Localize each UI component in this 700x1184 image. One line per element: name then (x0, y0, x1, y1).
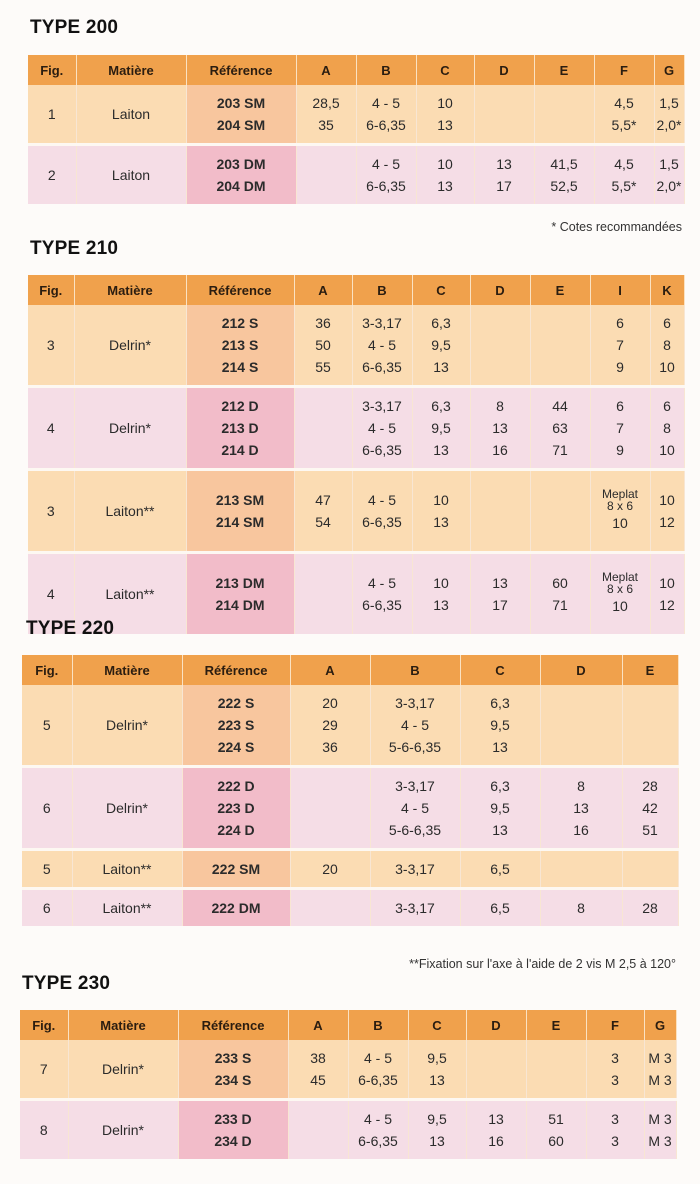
cell-c: 10 13 (412, 553, 470, 635)
table-row (28, 85, 684, 145)
cell-a: 28,5 35 (296, 85, 356, 145)
cell-fig: 5 (22, 850, 72, 889)
cell-d (540, 685, 622, 767)
cell-i: 6 7 9 (590, 387, 650, 470)
table-row (28, 553, 684, 635)
cell-reference: 203 DM 204 DM (186, 145, 296, 205)
column-header-e: E (526, 1010, 586, 1040)
cell-fig: 3 (28, 305, 74, 387)
cell-f: 3 3 (586, 1040, 644, 1100)
table-row (22, 767, 678, 850)
cell-d (470, 305, 530, 387)
column-header-c: C (460, 655, 540, 685)
cell-material: Delrin* (68, 1040, 178, 1100)
cell-fig: 7 (20, 1040, 68, 1100)
type-210-title: TYPE 210 (30, 238, 119, 259)
cell-f: 4,5 5,5* (594, 145, 654, 205)
cell-a: 20 (290, 850, 370, 889)
cell-b: 3-3,17 (370, 889, 460, 927)
column-header-b: B (348, 1010, 408, 1040)
cell-g: M 3 M 3 (644, 1100, 676, 1160)
column-header-a: A (290, 655, 370, 685)
cell-reference: 233 S 234 S (178, 1040, 288, 1100)
cell-d: 8 13 16 (540, 767, 622, 850)
column-header-a: A (294, 275, 352, 305)
cell-d (466, 1040, 526, 1100)
cell-d: 8 13 16 (470, 387, 530, 470)
column-header-fig: Fig. (28, 55, 76, 85)
column-header-c: C (412, 275, 470, 305)
type-200-table (28, 55, 685, 204)
column-header-d: D (466, 1010, 526, 1040)
cell-a: 38 45 (288, 1040, 348, 1100)
column-header-b: B (370, 655, 460, 685)
cell-i: Meplat 8 x 6 10 (590, 470, 650, 553)
column-header-fig: Fig. (20, 1010, 68, 1040)
cell-f: 3 3 (586, 1100, 644, 1160)
cell-c: 6,3 9,5 13 (412, 305, 470, 387)
cell-reference: 203 SM 204 SM (186, 85, 296, 145)
column-header-material: Matière (72, 655, 182, 685)
table-header-row (28, 55, 684, 85)
cell-g: 1,5 2,0* (654, 85, 684, 145)
cell-fig: 5 (22, 685, 72, 767)
table-row (22, 889, 678, 927)
cell-fig: 2 (28, 145, 76, 205)
column-header-b: B (352, 275, 412, 305)
cell-a (290, 767, 370, 850)
cell-c: 10 13 (416, 145, 474, 205)
column-header-g: G (654, 55, 684, 85)
cell-reference: 212 S 213 S 214 S (186, 305, 294, 387)
cell-c: 10 13 (416, 85, 474, 145)
cell-d (474, 85, 534, 145)
cell-k: 6 8 10 (650, 387, 684, 470)
cell-fig: 8 (20, 1100, 68, 1160)
cell-b: 4 - 5 6-6,35 (356, 85, 416, 145)
column-header-material: Matière (68, 1010, 178, 1040)
cell-c: 6,3 9,5 13 (460, 767, 540, 850)
column-header-material: Matière (74, 275, 186, 305)
column-header-e: E (530, 275, 590, 305)
cell-reference: 222 D 223 D 224 D (182, 767, 290, 850)
cell-k: 10 12 (650, 470, 684, 553)
cell-b: 3-3,17 4 - 5 5-6-6,35 (370, 767, 460, 850)
cell-c: 9,5 13 (408, 1100, 466, 1160)
column-header-d: D (474, 55, 534, 85)
cell-material: Delrin* (72, 767, 182, 850)
column-header-k: K (650, 275, 684, 305)
table-row (28, 387, 684, 470)
cell-b: 4 - 5 6-6,35 (352, 553, 412, 635)
cell-fig: 3 (28, 470, 74, 553)
cell-material: Laiton** (72, 850, 182, 889)
cell-e (622, 685, 678, 767)
cell-reference: 212 D 213 D 214 D (186, 387, 294, 470)
cell-i: Meplat 8 x 6 10 (590, 553, 650, 635)
column-header-reference: Référence (182, 655, 290, 685)
cell-material: Laiton** (72, 889, 182, 927)
column-header-e: E (534, 55, 594, 85)
cell-a: 47 54 (294, 470, 352, 553)
table-header-row (28, 275, 684, 305)
column-header-d: D (540, 655, 622, 685)
cell-k: 6 8 10 (650, 305, 684, 387)
table-row (20, 1040, 676, 1100)
cell-c: 6,5 (460, 889, 540, 927)
cell-k: 10 12 (650, 553, 684, 635)
column-header-fig: Fig. (28, 275, 74, 305)
cell-a: 36 50 55 (294, 305, 352, 387)
cell-g: 1,5 2,0* (654, 145, 684, 205)
table-row (28, 305, 684, 387)
column-header-reference: Référence (186, 275, 294, 305)
type-220-title: TYPE 220 (26, 618, 115, 639)
footnote-fixation: **Fixation sur l'axe à l'aide de 2 vis M 2,5 à 120° (409, 957, 676, 971)
cell-e (526, 1040, 586, 1100)
cell-material: Laiton** (74, 553, 186, 635)
cell-material: Laiton (76, 145, 186, 205)
cell-fig: 4 (28, 553, 74, 635)
column-header-c: C (408, 1010, 466, 1040)
cell-fig: 1 (28, 85, 76, 145)
type-230-table (20, 1010, 677, 1159)
cell-c: 6,3 9,5 13 (412, 387, 470, 470)
column-header-c: C (416, 55, 474, 85)
cell-b: 3-3,17 (370, 850, 460, 889)
cell-a: 20 29 36 (290, 685, 370, 767)
cell-e (530, 470, 590, 553)
type-210-table (28, 275, 685, 634)
cell-d: 8 (540, 889, 622, 927)
table-row (28, 470, 684, 553)
table-header-row (20, 1010, 676, 1040)
cell-reference: 222 DM (182, 889, 290, 927)
table-row (28, 145, 684, 205)
cell-material: Delrin* (68, 1100, 178, 1160)
column-header-f: F (586, 1010, 644, 1040)
cell-reference: 213 SM 214 SM (186, 470, 294, 553)
cell-a (294, 553, 352, 635)
column-header-material: Matière (76, 55, 186, 85)
cell-fig: 4 (28, 387, 74, 470)
column-header-fig: Fig. (22, 655, 72, 685)
cell-b: 3-3,17 4 - 5 6-6,35 (352, 305, 412, 387)
cell-reference: 233 D 234 D (178, 1100, 288, 1160)
cell-reference: 222 SM (182, 850, 290, 889)
cell-e: 51 60 (526, 1100, 586, 1160)
column-header-e: E (622, 655, 678, 685)
type-200-title: TYPE 200 (30, 17, 119, 38)
cell-b: 4 - 5 6-6,35 (348, 1040, 408, 1100)
cell-e: 44 63 71 (530, 387, 590, 470)
table-header-row (22, 655, 678, 685)
cell-material: Delrin* (74, 387, 186, 470)
cell-material: Laiton (76, 85, 186, 145)
cell-e (534, 85, 594, 145)
cell-b: 4 - 5 6-6,35 (356, 145, 416, 205)
type-230-title: TYPE 230 (22, 973, 111, 994)
cell-e (622, 850, 678, 889)
table-row (22, 685, 678, 767)
cell-e: 41,5 52,5 (534, 145, 594, 205)
cell-b: 3-3,17 4 - 5 5-6-6,35 (370, 685, 460, 767)
column-header-reference: Référence (186, 55, 296, 85)
type-220-table (22, 655, 679, 926)
cell-reference: 213 DM 214 DM (186, 553, 294, 635)
cell-i: 6 7 9 (590, 305, 650, 387)
cell-material: Laiton** (74, 470, 186, 553)
column-header-g: G (644, 1010, 676, 1040)
cell-b: 4 - 5 6-6,35 (348, 1100, 408, 1160)
cell-d (470, 470, 530, 553)
column-header-a: A (288, 1010, 348, 1040)
cell-d: 13 16 (466, 1100, 526, 1160)
cell-e: 28 (622, 889, 678, 927)
column-header-f: F (594, 55, 654, 85)
cell-e: 60 71 (530, 553, 590, 635)
column-header-d: D (470, 275, 530, 305)
footnote-recommended: * Cotes recommandées (551, 220, 682, 234)
cell-a (290, 889, 370, 927)
column-header-b: B (356, 55, 416, 85)
cell-f: 4,5 5,5* (594, 85, 654, 145)
cell-b: 3-3,17 4 - 5 6-6,35 (352, 387, 412, 470)
column-header-a: A (296, 55, 356, 85)
cell-a (294, 387, 352, 470)
cell-reference: 222 S 223 S 224 S (182, 685, 290, 767)
cell-d: 13 17 (474, 145, 534, 205)
cell-d (540, 850, 622, 889)
cell-e: 28 42 51 (622, 767, 678, 850)
cell-c: 9,5 13 (408, 1040, 466, 1100)
cell-fig: 6 (22, 767, 72, 850)
cell-c: 6,5 (460, 850, 540, 889)
cell-c: 10 13 (412, 470, 470, 553)
cell-d: 13 17 (470, 553, 530, 635)
column-header-i: I (590, 275, 650, 305)
table-row (22, 850, 678, 889)
cell-g: M 3 M 3 (644, 1040, 676, 1100)
cell-material: Delrin* (72, 685, 182, 767)
cell-b: 4 - 5 6-6,35 (352, 470, 412, 553)
cell-material: Delrin* (74, 305, 186, 387)
cell-a (288, 1100, 348, 1160)
cell-c: 6,3 9,5 13 (460, 685, 540, 767)
table-row (20, 1100, 676, 1160)
cell-fig: 6 (22, 889, 72, 927)
cell-a (296, 145, 356, 205)
cell-e (530, 305, 590, 387)
column-header-reference: Référence (178, 1010, 288, 1040)
